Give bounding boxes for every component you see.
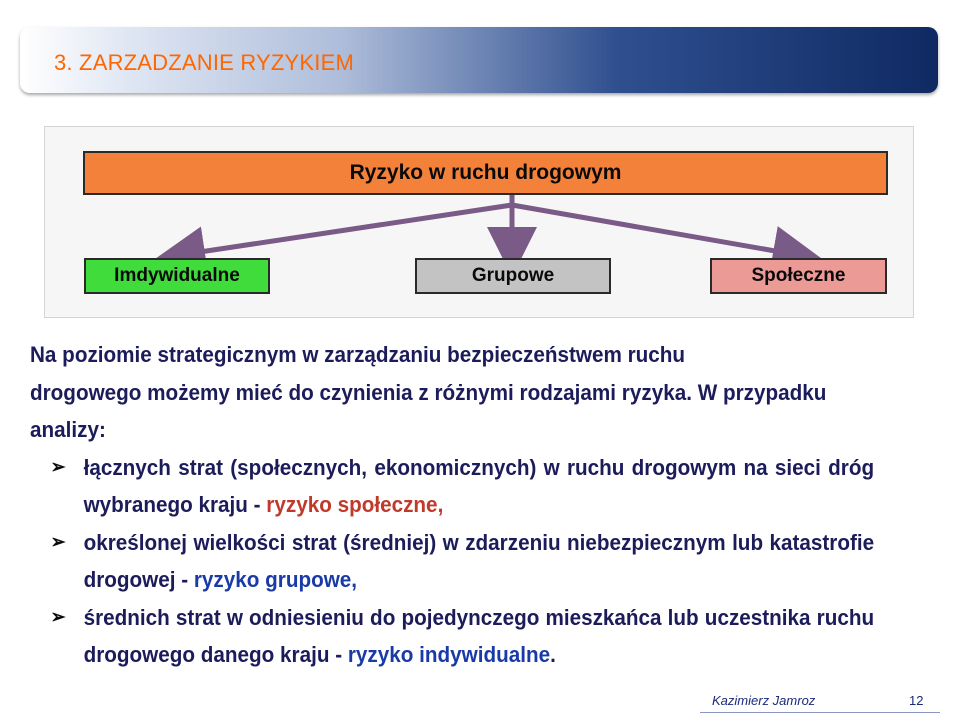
arrow-bullet-icon: ➢: [50, 531, 66, 553]
bullet-text: łącznych strat (społecznych, ekonomicznych) w ruchu drogowym na sieci dróg wybranego kraju -: [83, 454, 875, 517]
diagram-node-individual: Imdywidualne: [84, 258, 270, 294]
footer-author: Kazimierz Jamroz: [712, 693, 816, 708]
bullet-text: określonej wielkości strat (średniej) w zdarzeniu niebezpiecznym lub katastrofie drogowej -: [83, 529, 875, 592]
bullet-highlight: ryzyko indywidualne: [347, 642, 551, 667]
intro-line-2: drogowego możemy mieć do czynienia z różnymi rodzajami ryzyka.: [30, 379, 692, 405]
bullet-suffix: .: [550, 642, 556, 667]
diagram-node-road-risk: Ryzyko w ruchu drogowym: [83, 151, 888, 195]
intro-paragraph: [30, 336, 874, 449]
bullet-highlight: ryzyko społeczne,: [266, 492, 444, 517]
diagram-node-social: Społeczne: [710, 258, 887, 294]
bullet-highlight: ryzyko grupowe,: [193, 567, 358, 592]
slide-body: [30, 336, 874, 674]
bullet-item-individual: [30, 599, 874, 674]
footer-divider: [700, 712, 940, 713]
slide-title: 3. ZARZADZANIE RYZYKIEM: [54, 50, 355, 75]
bullet-item-group: [30, 524, 874, 599]
arrow-bullet-icon: ➢: [50, 456, 66, 478]
intro-line-1: Na poziomie strategicznym w zarządzaniu bezpieczeństwem ruchu: [30, 342, 686, 367]
diagram-node-group: Grupowe: [415, 258, 611, 294]
intro-line-2-end: W przypadku analizy:: [30, 379, 827, 442]
arrow-bullet-icon: ➢: [50, 606, 66, 628]
page-number: 12: [909, 693, 924, 708]
bullet-item-social: [30, 449, 874, 524]
bullet-text: średnich strat w odniesieniu do pojedynczego mieszkańca lub uczestnika ruchu drogowego danego kraju -: [83, 604, 875, 667]
